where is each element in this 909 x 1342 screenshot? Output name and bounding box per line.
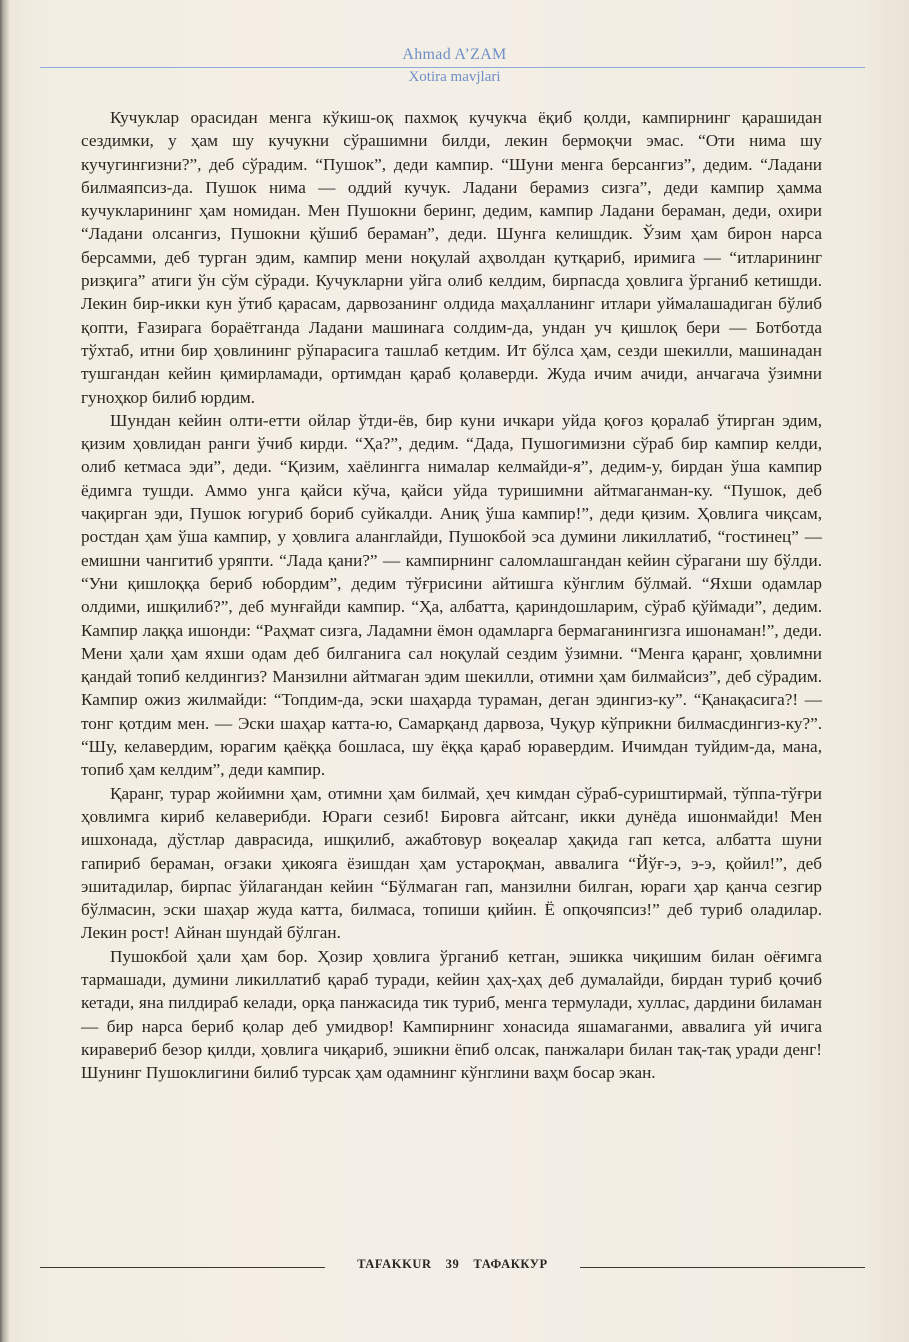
footer-rule-left	[40, 1267, 325, 1268]
footer-journal-latin: TAFAKKUR	[357, 1257, 432, 1271]
running-header-subtitle: Xotira mavjlari	[408, 69, 501, 85]
paragraph-4: Пушокбой ҳали ҳам бор. Ҳозир ҳовлига ўрганиб кетган, эшикка чиқишим билан оёғимга тармашади, думини ликиллатиб қараб туради, кейин ҳаҳ-ҳаҳ деб думалайди, бирдан туриб қочиб кетади, яна пилдираб келади, орқа панжасида тик туриб, менга термулади, хуллас, дардини биламан — бир нарса бериб қолар деб умидвор! Кампирнинг хонасида яшамаганми, аввалига уй ичига киравериб безор қилди, ҳовлига чиқариб, эшикни ёпиб олсак, панжалари билан тақ-тақ уради денг! Шунинг Пушоклигини билиб турсак ҳам одамнинг кўнглини ваҳм босар экан.	[81, 946, 822, 1083]
paragraph-1: Кучуклар орасидан менга кўкиш-оқ пахмоқ кучукча ёқиб қолди, кампирнинг қарашидан сездимки, у ҳам шу кучукни сўрашимни билди, лекин бермоқчи эмас. “Оти нима шу кучугингизни?”, деб сўрадим. “Пушок”, деди кампир. “Шуни менга берсангиз”, дедим. “Ладани билмаяпсиз-да. Пушок нима — оддий кучук. Ладани берамиз сизга”, деди кампир ҳамма кучукларининг ҳам номидан. Мен Пушокни беринг, дедим, кампир Ладани бераман, деди, охири “Ладани олсангиз, Пушокни қўшиб бераман”, деди. Шунга келишдик. Ўзим ҳам бирон нарса берсамми, деб турган эдим, кампир мени ноқулай аҳволдан қутқариб, иримига — “итларининг ризқига” атиги ўн сўм сўради. Кучукларни уйга олиб келдим, бирпасда ҳовлига ўрганиб кетишди. Лекин бир-икки кун ўтиб қарасам, дарвозанинг олдида маҳалланинг итлари уймалашадиган бўлиб қопти, Ғазирага бораётганда Ладани машинага солдим-да, ундан уч қишлоқ бери — Ботботда тўхтаб, итни бир ҳовлининг рўпарасига ташлаб кетдим. Ит бўлса ҳам, сезди шекилли, машинадан тушгандан кейин қимирламади, ортимдан қараб қолаверди. Жуда ичим ачиди, анчагача ўзимни гуноҳкор билиб юрдим.	[81, 108, 822, 407]
paragraph-3: Қаранг, турар жойимни ҳам, отимни ҳам билмай, ҳеч кимдан сўраб-суриштирмай, тўппа-тўғри ҳовлимга кириб келаверибди. Юраги сезиб! Бировга айтсанг, икки дунёда ишонмайди! Мен ишхонада, дўстлар даврасида, ишқилиб, ажабтовур воқеалар ҳақида гап кетса, албатта шуни гапириб бераман, оғзаки ҳикояга ёзишдан ҳам устароқман, аввалига “Йўғ-э, э-э, қойил!”, деб эшитадилар, бирпас ўйлагандан кейин “Бўлмаган гап, манзилни билган, юраги ҳар қанча сезгир бўлмасин, эски шаҳар жуда катта, билмаса, топиши қийин. Ё опқочяпсиз!” деб туриб оладилар. Лекин рост! Айнан шундай бўлган.	[81, 783, 822, 943]
page-footer	[40, 1257, 865, 1275]
footer-label	[325, 1257, 580, 1272]
page-number: 39	[445, 1257, 460, 1271]
footer-rule-right	[580, 1267, 865, 1268]
footer-journal-cyrillic: ТАФАККУР	[473, 1257, 548, 1271]
article-body	[81, 106, 822, 1084]
binding-edge	[0, 0, 10, 1342]
paragraph-2: Шундан кейин олти-етти ойлар ўтди-ёв, бир куни ичкари уйда қоғоз қоралаб ўтирган эдим, қизим ҳовлидан ранги ўчиб кирди. “Ҳа?”, дедим. “Дада, Пушогимизни сўраб бир кампир келди, олиб кетмаса эди”, деди. “Қизим, хаёлингга нималар келмайди-я”, дедим-у, бирдан ўша кампир ёдимга тушди. Аммо унга қайси кўча, қайси уйда туришимни айтмаганман-ку. “Пушок, деб чақирган эди, Пушок югуриб бориб суйкалди. Аниқ ўша кампир!”, деди қизим. Ҳовлига чиқсам, ростдан ҳам ўша кампир, у ҳовлига аланглайди, Пушокбой эса думини ликиллатиб, “гостинец” — емишни чангитиб уряпти. “Лада қани?” — кампирнинг саломлашгандан кейин сўрагани шу бўлди. “Уни қишлоққа бериб юбордим”, дедим тўғрисини айтишга кўнглим бўлмай. “Яхши одамлар олдими, ишқилиб?”, деб мунғайди кампир. “Ҳа, албатта, қариндошларим, сўраб қўймади”, дедим. Кампир лаққа ишонди: “Раҳмат сизга, Ладамни ёмон одамларга бермаганингизга ишонаман!”, деди. Мени ҳали ҳам яхши одам деб билганига сал ноқулай сездим ўзимни. “Менга қаранг, ҳовлимни қандай топиб келдингиз? Манзилни айтмаган эдим шекилли, отимни ҳам билмайсиз”, деб сўрадим. Кампир ожиз жилмайди: “Топдим-да, эски шаҳарда тураман, деган эдингиз-ку”. “Қанақасига?! — тонг қотдим мен. — Эски шаҳар катта-ю, Самарқанд дарвоза, Чуқур кўприкни билмасдингиз-ку?”. “Шу, келавердим, юрагим қаёққа бошласа, шу ёққа қараб юравердим. Ичимдан туйдим-да, мана, топиб ҳам келдим”, деди кампир.	[81, 410, 822, 780]
running-header-author: Ahmad A’ZAM	[402, 46, 507, 63]
header-rule	[40, 67, 865, 68]
